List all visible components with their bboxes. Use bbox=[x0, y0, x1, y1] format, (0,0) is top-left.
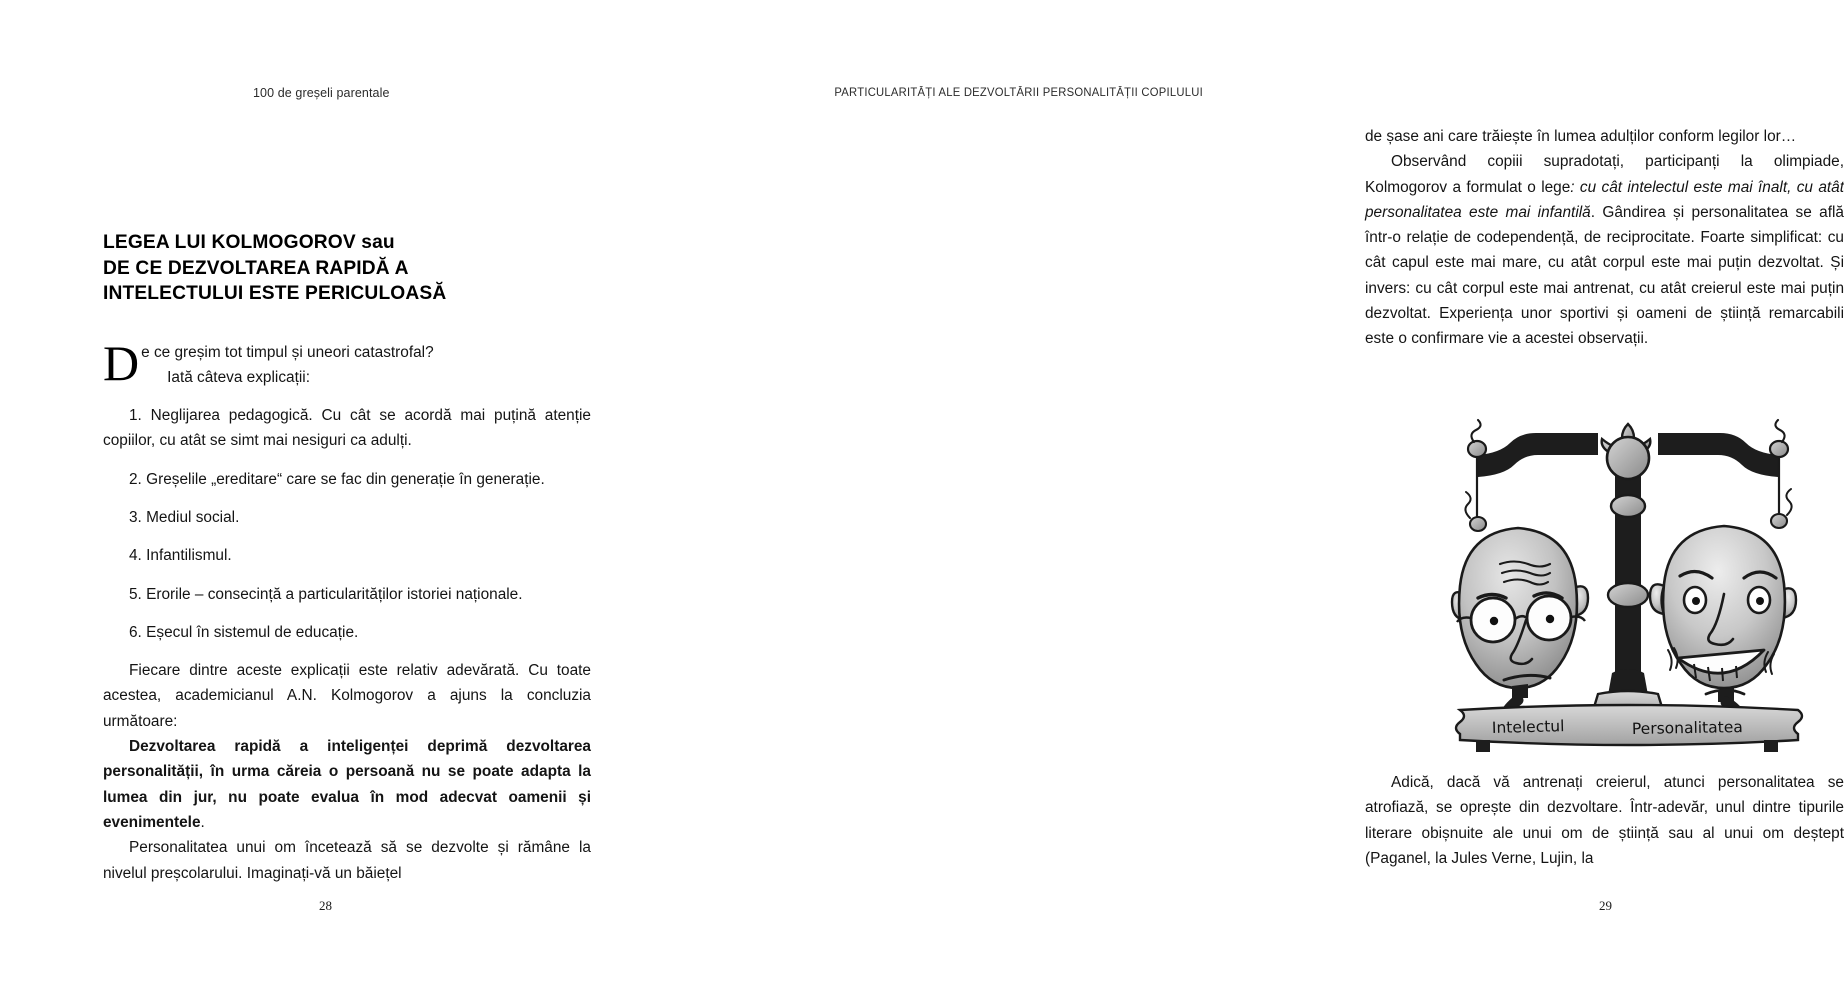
running-head-right: PARTICULARITĂȚI ALE DEZVOLTĂRII PERSONALITĂȚII COPILULUI bbox=[834, 86, 1203, 99]
bold-law-text: Dezvoltarea rapidă a inteligenței deprimă dezvoltarea personalității, în urma căreia o persoană nu se poate adapta la lumea din jur, nu poate evalua în mod adecvat oamenii și evenimentele bbox=[103, 738, 591, 831]
paragraph-bold-law bbox=[103, 734, 591, 835]
paragraph-after-figure: Adică, dacă vă antrenați creierul, atunci personalitatea se atrofiază, se oprește din dezvoltare. Într-adevăr, unul dintre tipurile literare obișnuite ale unui om de știință sau al unui om deștept (Paganel, la Jules Verne, Lujin, la bbox=[1365, 774, 1844, 867]
chapter-title-line-3: INTELECTULUI ESTE PERICULOASĂ bbox=[103, 283, 447, 304]
list-item: 5. Erorile – consecință a particularităților istoriei naționale. bbox=[129, 585, 523, 603]
paragraph-conclusion: Fiecare dintre aceste explicații este relativ adevărată. Cu toate acestea, academicianul A.N. Kolmogorov a ajuns la concluzia următoare: bbox=[103, 662, 591, 730]
left-column-text bbox=[103, 230, 591, 886]
law-text-italic: : cu cât intelectul este mai înalt, cu atât personalitatea este mai infantilă bbox=[1365, 178, 1844, 221]
chapter-title-line-1: LEGEA LUI KOLMOGOROV sau bbox=[103, 232, 395, 253]
list-item: 2. Greșelile „ereditare“ care se fac din generație în generație. bbox=[129, 470, 545, 488]
scale-column bbox=[1608, 466, 1648, 700]
list-item: 1. Neglijarea pedagogică. Cu cât se acordă mai puțină atenție copiilor, cu atât se simt mai nesiguri ca adulți. bbox=[103, 407, 591, 450]
left-page bbox=[0, 0, 640, 995]
page-number-left: 28 bbox=[319, 898, 332, 913]
head-personality bbox=[1650, 489, 1796, 702]
law-text-pre: Observând copiii supradotați, participanți la olimpiade, Kolmogorov a formulat o lege bbox=[1365, 153, 1844, 196]
opening-line-1: e ce greșim tot timpul și uneori catastrofal? bbox=[141, 343, 434, 361]
balance-scale-illustration bbox=[1452, 418, 1804, 744]
drop-cap: D bbox=[103, 334, 140, 391]
scale-pivot bbox=[1607, 437, 1649, 479]
opening-paragraph bbox=[103, 334, 591, 391]
list-item: 6. Eșecul în sistemul de educație. bbox=[129, 623, 359, 641]
scale-label-left: Intelectul bbox=[1491, 717, 1565, 737]
bold-law-tail: . bbox=[200, 813, 205, 831]
right-column-text-top bbox=[1365, 124, 1844, 352]
list-item: 3. Mediul social. bbox=[129, 508, 240, 526]
chapter-title bbox=[103, 230, 591, 307]
right-page bbox=[640, 0, 1844, 995]
list-item: 4. Infantilismul. bbox=[129, 547, 232, 565]
page-number-right: 29 bbox=[1599, 898, 1612, 913]
paragraph-last: Personalitatea unui om încetează să se dezvolte și rămâne la nivelul preșcolarului. Imaginați-vă un băiețel bbox=[103, 839, 591, 882]
head-intellect bbox=[1452, 492, 1588, 698]
chapter-title-line-2: DE CE DEZVOLTAREA RAPIDĂ A bbox=[103, 257, 409, 279]
right-column-text-bottom bbox=[1365, 770, 1844, 871]
running-head-left: 100 de greșeli parentale bbox=[253, 86, 390, 100]
scale-label-right: Personalitatea bbox=[1631, 718, 1743, 738]
paragraph-continued: de șase ani care trăiește în lumea adulților conform legilor lor… bbox=[1365, 128, 1797, 145]
paragraph-kolmogorov-law bbox=[1365, 149, 1844, 351]
law-text-post: . Gândirea și personalitatea se află într-o relație de codependență, de reciprocitate. Foarte simplificat: cu cât capul este mai mare, cu atât corpul este mai puțin dezvoltat. Și invers: cu cât corpul este mai antrenat, cu atât creierul este mai puțin dezvoltat. Experiența unor sportivi și oameni de știință remarcabili este o confirmare vie a acestei observații. bbox=[1365, 203, 1844, 348]
opening-line-2: Iată câteva explicații: bbox=[167, 368, 310, 386]
